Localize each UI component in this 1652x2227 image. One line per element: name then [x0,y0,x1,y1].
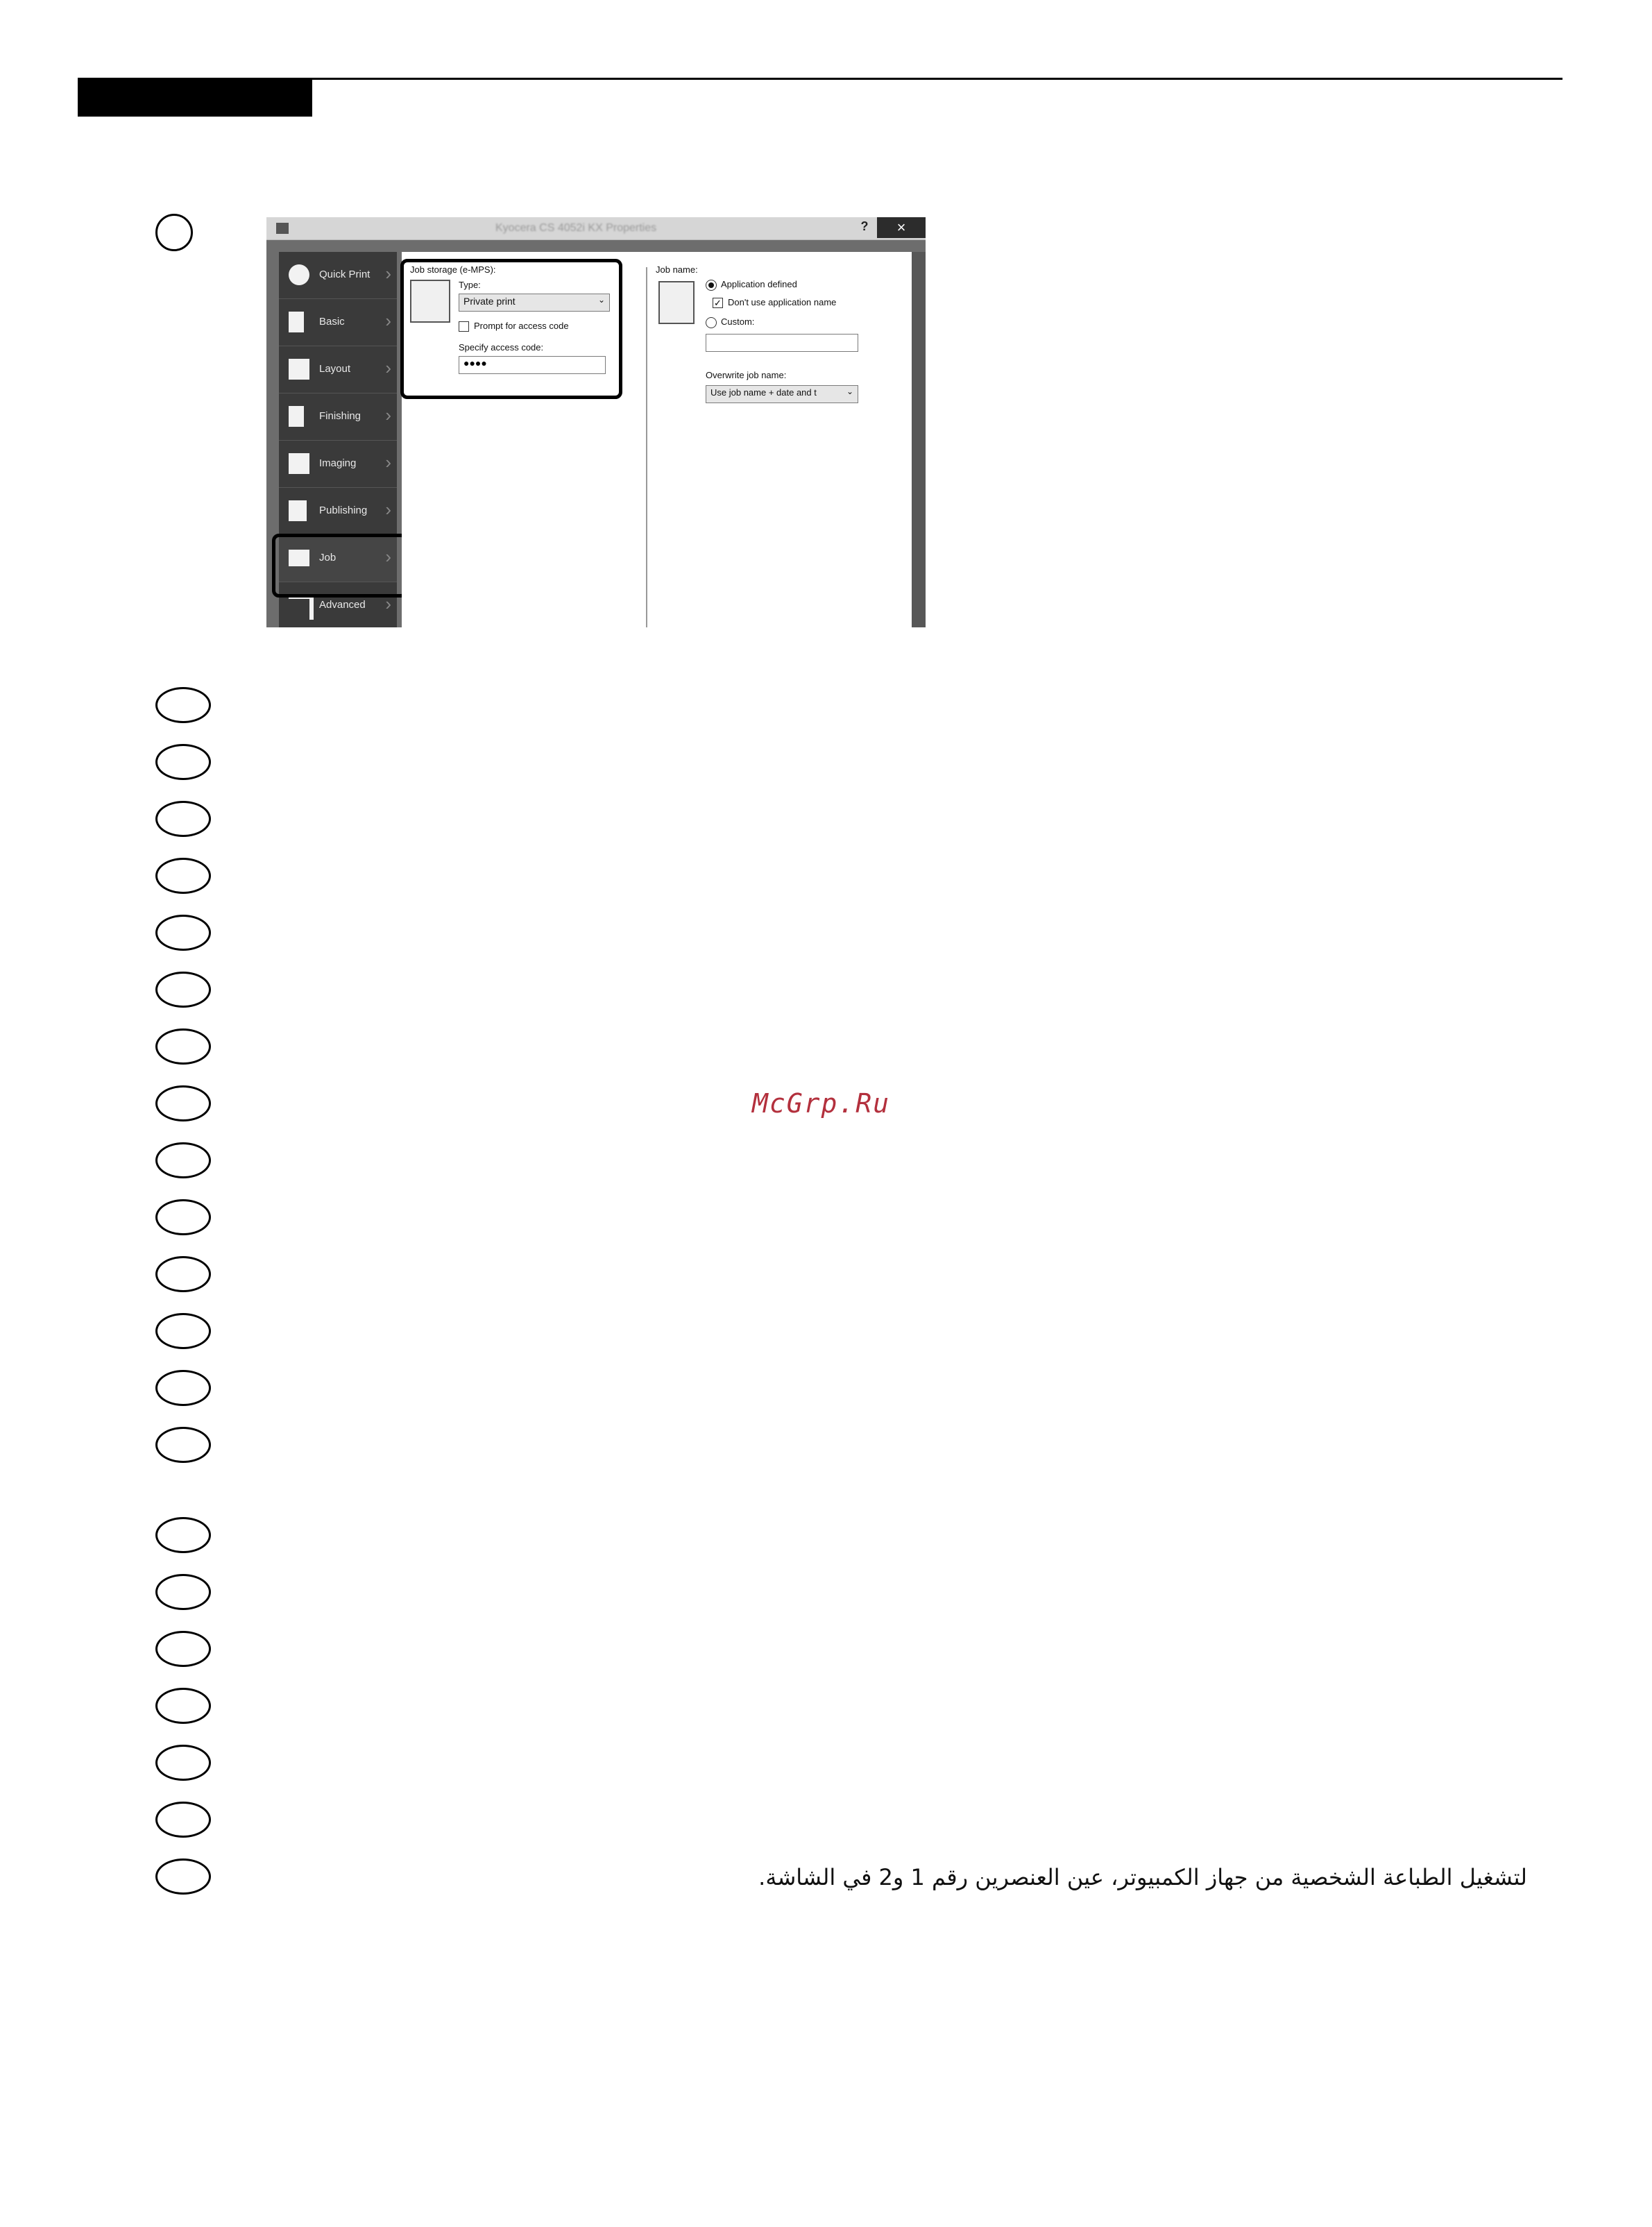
step-marker-circle [155,1574,211,1610]
step-marker-circle [155,1199,211,1235]
watermark-text: McGrp.Ru [752,1088,891,1119]
overwrite-job-name-label: Overwrite job name: [706,370,787,380]
prompt-access-code-label: Prompt for access code [474,321,569,331]
step-marker-circle [155,1631,211,1667]
step-marker-circle [155,1688,211,1724]
application-defined-radio[interactable] [706,280,717,291]
overwrite-select-value: Use job name + date and t [710,387,817,398]
step-marker-circle [155,1028,211,1065]
nav-label: Job [319,552,337,564]
type-label: Type: [459,280,481,290]
step-marker-circle [155,214,193,251]
step-marker-circle [155,1142,211,1178]
step-marker-circle [155,1517,211,1553]
type-select-value: Private print [463,296,516,307]
nav-label: Finishing [319,410,361,422]
application-defined-label: Application defined [721,279,797,289]
chevron-right-icon: › [385,357,391,378]
close-button[interactable]: × [877,217,926,238]
nav-label: Quick Print [319,269,371,280]
step-marker-circle [155,915,211,951]
step-marker-circle [155,801,211,837]
step-marker-circle [155,1370,211,1406]
nav-item-imaging[interactable] [279,441,397,488]
step-marker-circle [155,1858,211,1895]
step-marker-circle [155,1085,211,1121]
nav-label: Imaging [319,457,357,469]
custom-label: Custom: [721,316,755,327]
printer-icon [276,223,289,234]
nav-label: Layout [319,363,351,375]
step-marker-circle [155,1313,211,1349]
panel-divider [646,267,647,627]
image-icon [289,453,309,474]
header-black-tab [78,78,312,117]
nav-item-layout[interactable] [279,346,397,393]
stopwatch-icon [289,264,309,285]
staple-page-icon [289,406,304,427]
step-marker-circle [155,1802,211,1838]
layout-grid-icon [289,359,309,380]
overwrite-job-name-select[interactable] [706,385,858,403]
highlight-frame-job [272,534,408,598]
step-marker-circle [155,972,211,1008]
nav-item-quick-print[interactable] [279,252,397,299]
highlight-frame-job-storage [400,259,622,399]
nav-label: Basic [319,316,345,328]
chevron-right-icon: › [385,546,391,567]
step-marker-circle [155,744,211,780]
printer-properties-dialog [266,217,926,627]
chevron-right-icon: › [385,499,391,520]
chevron-right-icon: › [385,593,391,614]
chevron-right-icon: › [385,405,391,425]
job-storage-heading: Job storage (e-MPS): [410,264,496,275]
chevron-right-icon: › [385,263,391,284]
dialog-right-border [912,252,926,627]
step-marker-circle [155,858,211,894]
step-marker-circle [155,1427,211,1463]
access-code-label: Specify access code: [459,342,544,353]
dont-use-app-name-label: Don't use application name [728,297,837,307]
page-icon [289,312,304,332]
custom-name-input[interactable] [706,334,858,352]
dont-use-app-name-checkbox[interactable]: ✓ [713,298,723,308]
dialog-titlebar [266,217,926,240]
chevron-right-icon: › [385,452,391,473]
step-marker-circle [155,687,211,723]
arabic-instruction-text: لتشغيل الطباعة الشخصية من جهاز الكمبيوتر، عين العنصرين رقم 1 و2 في الشاشة. [758,1864,1527,1890]
chevron-right-icon: › [385,310,391,331]
chevron-down-icon: ⌄ [597,295,605,305]
access-code-input[interactable]: ●●●● [459,356,606,374]
job-name-heading: Job name: [656,264,698,275]
nav-item-publishing[interactable] [279,488,397,535]
nav-label: Advanced [319,599,366,611]
nav-item-basic[interactable] [279,299,397,346]
chevron-down-icon: ⌄ [846,387,853,396]
help-button[interactable]: ? [860,219,869,233]
job-name-doc-icon [658,281,695,324]
step-marker-circle [155,1256,211,1292]
arrow-icon [289,595,314,620]
nav-item-finishing[interactable] [279,393,397,441]
nav-label: Publishing [319,505,368,516]
step-marker-circle [155,1745,211,1781]
custom-radio[interactable] [706,317,717,328]
dialog-title: Kyocera CS 4052i KX Properties [495,222,657,234]
publishing-pages-icon [289,500,307,521]
